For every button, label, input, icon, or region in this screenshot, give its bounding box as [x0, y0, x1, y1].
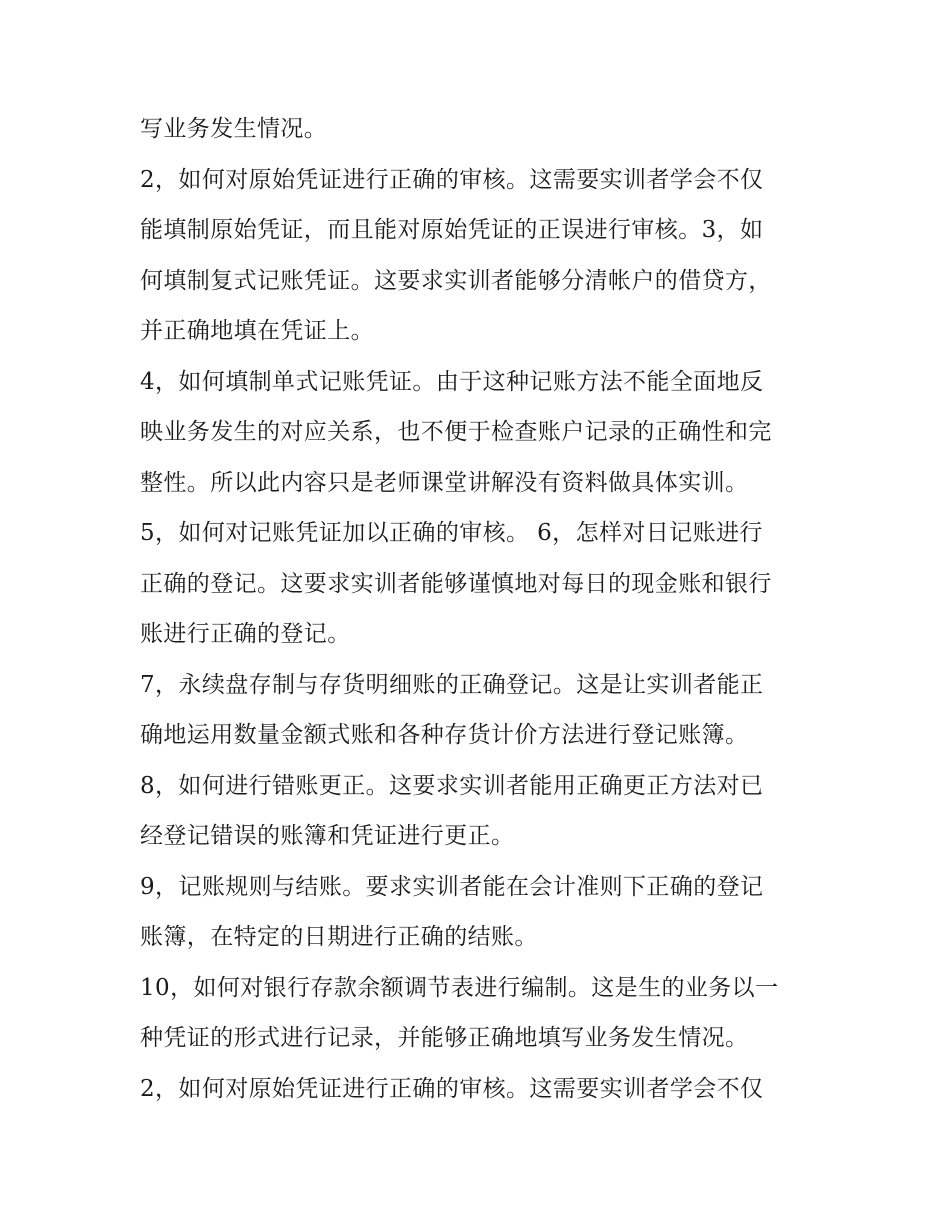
text-line: 2，如何对原始凭证进行正确的审核。这需要实训者学会不仅	[140, 1075, 764, 1102]
text-line: 账簿，在特定的日期进行正确的结账。	[140, 924, 538, 950]
text-line: 8，如何进行错账更正。这要求实训者能用正确更正方法对已	[140, 772, 764, 799]
text-line: 7，永续盘存制与存货明细账的正确登记。这是让实训者能正	[140, 671, 764, 698]
text-line: 整性。所以此内容只是老师课堂讲解没有资料做具体实训。	[140, 469, 749, 496]
text-line: 账进行正确的登记。	[140, 621, 351, 647]
text-line: 5，如何对记账凭证加以正确的审核。 6，怎样对日记账进行	[140, 520, 763, 546]
text-line: 2，如何对原始凭证进行正确的审核。这需要实训者学会不仅	[140, 166, 764, 193]
text-line: 4，如何填制单式记账凭证。由于这种记账方法不能全面地反	[140, 368, 764, 395]
text-line: 经登记错误的账簿和凭证进行更正。	[140, 823, 515, 849]
text-line: 10，如何对银行存款余额调节表进行编制。这是生的业务以一	[140, 974, 779, 1001]
text-line: 种凭证的形式进行记录，并能够正确地填写业务发生情况。	[140, 1025, 749, 1051]
text-line: 映业务发生的对应关系，也不便于检查账户记录的正确性和完	[140, 419, 772, 445]
document-body	[140, 104, 820, 1114]
text-line: 确地运用数量金额式账和各种存货计价方法进行登记账簿。	[140, 722, 749, 748]
text-line: 并正确地填在凭证上。	[140, 318, 374, 344]
text-line: 能填制原始凭证，而且能对原始凭证的正误进行审核。3，如	[140, 217, 764, 243]
text-line: 9，记账规则与结账。要求实训者能在会计准则下正确的登记	[140, 873, 764, 900]
text-line: 何填制复式记账凭证。这要求实训者能够分清帐户的借贷方，	[140, 267, 772, 294]
text-line: 写业务发生情况。	[140, 116, 328, 142]
text-line: 正确的登记。这要求实训者能够谨慎地对每日的现金账和银行	[140, 570, 772, 597]
